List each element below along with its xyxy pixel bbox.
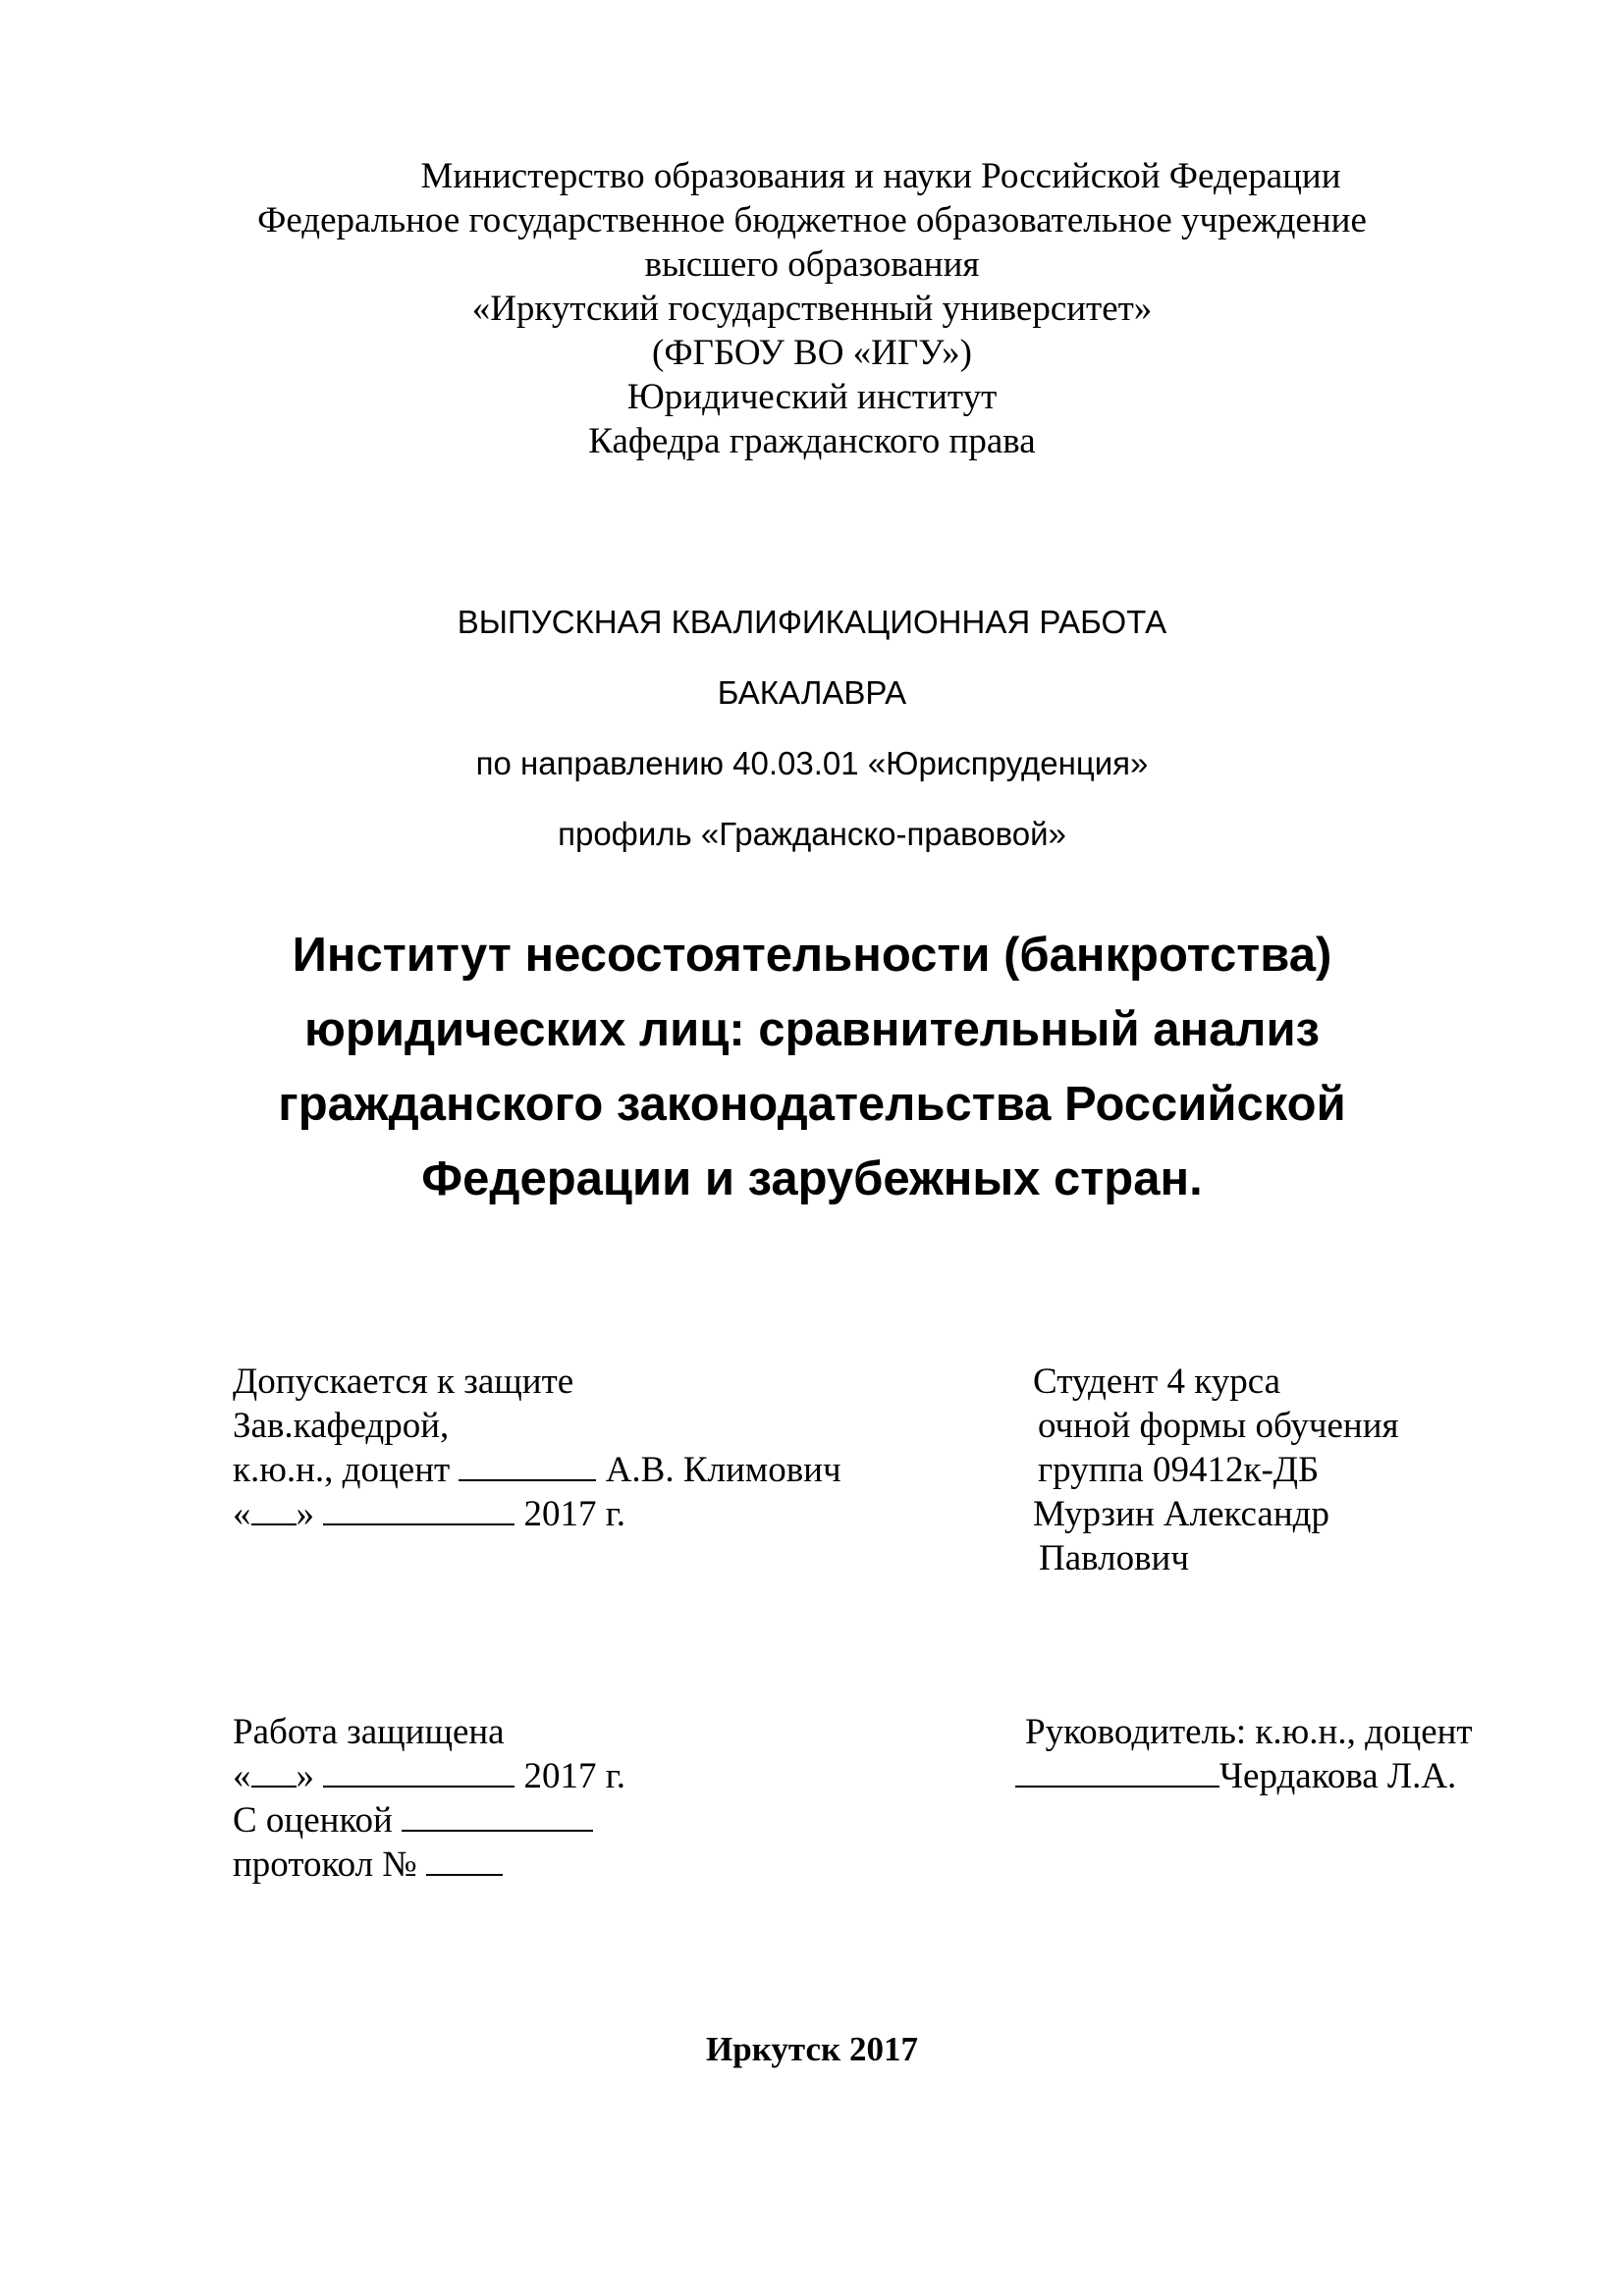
defense-date-line	[233, 1754, 625, 1798]
supervisor-signature-line	[1015, 1754, 1473, 1798]
head-degree: к.ю.н., доцент	[233, 1450, 451, 1490]
student-form: очной формы обучения	[1038, 1406, 1399, 1446]
protocol-line	[233, 1842, 625, 1887]
student-name-2: Павлович	[1039, 1538, 1189, 1578]
student-block	[1033, 1360, 1399, 1580]
defense-quote-open: «	[233, 1756, 251, 1796]
admission-signature-line	[233, 1448, 841, 1492]
grade-blank	[402, 1800, 593, 1832]
title-line1: Институт несостоятельности (банкротства)	[292, 929, 1332, 982]
supervisor-block	[1025, 1710, 1473, 1798]
work-type-line2: БАКАЛАВРА	[717, 674, 907, 711]
month-blank	[323, 1494, 514, 1525]
department-line: Кафедра гражданского права	[588, 421, 1036, 461]
defense-year: 2017 г.	[523, 1756, 626, 1796]
defense-quote-close: »	[296, 1756, 314, 1796]
title-line2: юридических лиц: сравнительный анализ	[304, 1003, 1320, 1056]
defense-day-blank	[251, 1756, 297, 1788]
institute-line: Юридический институт	[626, 377, 998, 417]
date-quote-open: «	[233, 1494, 251, 1534]
direction-line: по направлению 40.03.01 «Юриспруденция»	[475, 745, 1149, 781]
head-signature-blank	[459, 1450, 596, 1481]
education-level-line: высшего образования	[644, 244, 980, 285]
work-type-line1: ВЫПУСКНАЯ КВАЛИФИКАЦИОННАЯ РАБОТА	[457, 604, 1167, 640]
institution-header	[0, 154, 1624, 463]
institution-type-line: Федеральное государственное бюджетное образовательное учреждение	[257, 200, 1367, 240]
student-group: группа 09412к-ДБ	[1038, 1450, 1320, 1490]
supervisor-name: Чердакова Л.А.	[1219, 1756, 1457, 1796]
day-blank	[251, 1494, 297, 1525]
abbreviation-line: (ФГБОУ ВО «ИГУ»)	[652, 333, 972, 373]
thesis-title	[0, 918, 1624, 1216]
work-type-block	[0, 587, 1624, 870]
supervisor-signature-blank	[1015, 1756, 1219, 1788]
profile-line: профиль «Гражданско-правовой»	[558, 816, 1066, 852]
title-line3: гражданского законодательства Российской	[278, 1078, 1346, 1131]
supervisor-title: Руководитель: к.ю.н., доцент	[1025, 1712, 1473, 1752]
defense-block	[233, 1710, 625, 1887]
defense-month-blank	[323, 1756, 514, 1788]
grade-label: С оценкой	[233, 1800, 393, 1841]
date-quote-close: »	[296, 1494, 314, 1534]
ministry-line: Министерство образования и науки Российской Федерации	[420, 156, 1341, 196]
city-year: Иркутск 2017	[706, 2030, 918, 2068]
grade-line	[233, 1798, 625, 1842]
protocol-label: протокол №	[233, 1844, 417, 1885]
admission-year: 2017 г.	[523, 1494, 626, 1534]
university-line: «Иркутский государственный университет»	[471, 289, 1153, 329]
head-name: А.В. Климович	[605, 1450, 841, 1490]
protocol-blank	[426, 1844, 503, 1876]
defense-line1: Работа защищена	[233, 1712, 505, 1752]
admission-line1: Допускается к защите	[233, 1362, 574, 1402]
student-name-1: Мурзин Александр	[1033, 1494, 1329, 1534]
admission-block	[233, 1360, 841, 1536]
student-course: Студент 4 курса	[1033, 1362, 1281, 1402]
title-line4: Федерации и зарубежных стран.	[421, 1152, 1203, 1205]
admission-date-line	[233, 1492, 841, 1536]
admission-line2: Зав.кафедрой,	[233, 1406, 450, 1446]
